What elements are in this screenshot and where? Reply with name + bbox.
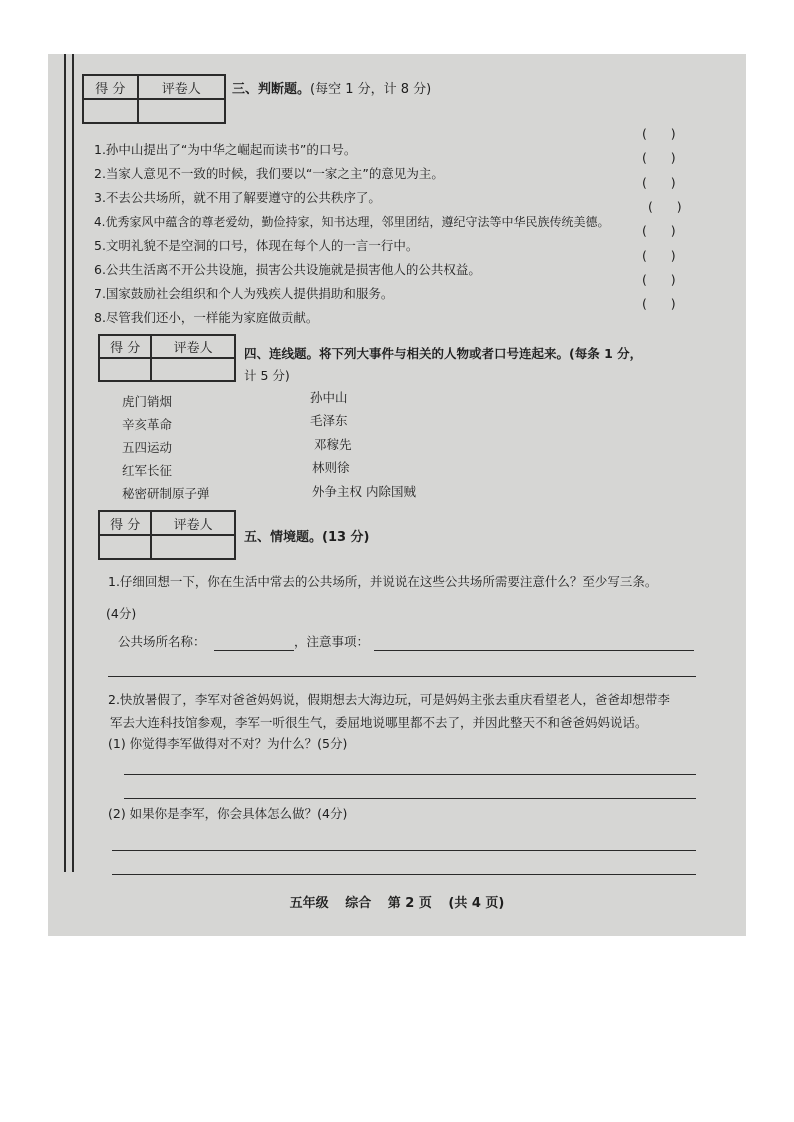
question-2-text-line2: 军去大连科技馆参观，李军一听很生气，委屈地说哪里都不去了，并因此整天不和爸爸妈妈说话。 [110,715,648,730]
judge-item-7: 7.国家鼓励社会组织和个人为残疾人提供捐助和服务。 [94,286,394,301]
score-box-section3 [82,74,226,124]
answer-paren-1[interactable]: ( ) [642,126,676,141]
binding-margin-line-inner [72,54,74,872]
grader-cell[interactable] [151,358,235,381]
footer-page: 第 2 页 [387,896,432,911]
answer-paren-3[interactable]: ( ) [642,175,676,190]
answer-line-sub1-1[interactable] [124,774,696,775]
answer-line-sub1-2[interactable] [124,798,696,799]
question-2-text-line1: 2.快放暑假了，李军对爸爸妈妈说，假期想去大海边玩，可是妈妈主张去重庆看望老人，爸爸却想带李 [108,692,670,707]
judge-item-6: 6.公共生活离不开公共设施，损害公共设施就是损害他人的公共权益。 [94,262,481,277]
event-item-1[interactable]: 虎门销烟 [122,394,173,409]
page-footer [48,892,746,911]
exam-page [48,54,746,936]
judge-item-5: 5.文明礼貌不是空洞的口号，体现在每个人的一言一行中。 [94,238,419,253]
score-box-section5 [98,510,236,560]
person-item-4[interactable]: 林则徐 [312,460,350,475]
question-1-points: (4分) [106,606,137,621]
answer-line-sub2-1[interactable] [112,850,696,851]
notes-label: ，注意事项： [294,634,370,649]
binding-margin-line [64,54,66,872]
judge-item-3: 3.不去公共场所，就不用了解要遵守的公共秩序了。 [94,190,381,205]
question-2-sub1: (1) 你觉得李军做得对不对？为什么？(5分) [108,736,348,751]
section5-title: 五、情境题。(13 分) [244,530,370,545]
grader-label: 评卷人 [151,335,235,358]
judge-item-1: 1.孙中山提出了“为中华之崛起而读书”的口号。 [94,142,357,157]
answer-paren-6[interactable]: ( ) [642,248,676,263]
question-2-sub2: (2) 如果你是李军，你会具体怎么做？(4分) [108,806,348,821]
person-item-3[interactable]: 邓稼先 [314,437,352,452]
notes-input-line-2[interactable] [108,676,696,677]
score-cell[interactable] [83,99,138,123]
event-item-2[interactable]: 辛亥革命 [122,417,173,432]
judge-item-8: 8.尽管我们还小，一样能为家庭做贡献。 [94,310,319,325]
answer-paren-5[interactable]: ( ) [642,223,676,238]
place-name-label: 公共场所名称： [118,634,206,649]
judge-item-4: 4.优秀家风中蕴含的尊老爱幼，勤俭持家，知书达理，邻里团结，遵纪守法等中华民族传统美德。 [94,215,610,229]
score-label: 得 分 [83,75,138,99]
person-item-5[interactable]: 外争主权 内除国贼 [312,484,416,499]
answer-paren-4[interactable]: ( ) [648,199,682,214]
answer-paren-2[interactable]: ( ) [642,150,676,165]
event-item-4[interactable]: 红军长征 [122,463,173,478]
event-item-3[interactable]: 五四运动 [122,440,173,455]
section4-title-line1: 四、连线题。将下列大事件与相关的人物或者口号连起来。(每条 1 分， [244,346,643,361]
person-item-1[interactable]: 孙中山 [310,390,348,405]
score-box-section4 [98,334,236,382]
person-item-2[interactable]: 毛泽东 [310,413,348,428]
grader-cell[interactable] [138,99,225,123]
answer-line-sub2-2[interactable] [112,874,696,875]
score-label: 得 分 [99,511,151,535]
section4-title-line2: 计 5 分) [244,368,290,383]
section3-title: 三、判断题。(每空 1 分，计 8 分) [232,82,432,97]
grader-cell[interactable] [151,535,235,559]
notes-input-line-1[interactable] [374,650,694,651]
judge-item-2: 2.当家人意见不一致的时候，我们要以“一家之主”的意见为主。 [94,166,444,181]
answer-paren-8[interactable]: ( ) [642,296,676,311]
score-label: 得 分 [99,335,151,358]
footer-grade: 五年级 [289,896,329,911]
score-cell[interactable] [99,535,151,559]
score-cell[interactable] [99,358,151,381]
grader-label: 评卷人 [138,75,225,99]
question-1-text: 1.仔细回想一下，你在生活中常去的公共场所，并说说在这些公共场所需要注意什么？至少写三条。 [108,574,658,589]
place-name-input[interactable] [214,650,294,651]
footer-subject: 综合 [345,896,372,911]
answer-paren-7[interactable]: ( ) [642,272,676,287]
event-item-5[interactable]: 秘密研制原子弹 [122,486,210,501]
grader-label: 评卷人 [151,511,235,535]
footer-total: (共 4 页) [448,896,505,911]
